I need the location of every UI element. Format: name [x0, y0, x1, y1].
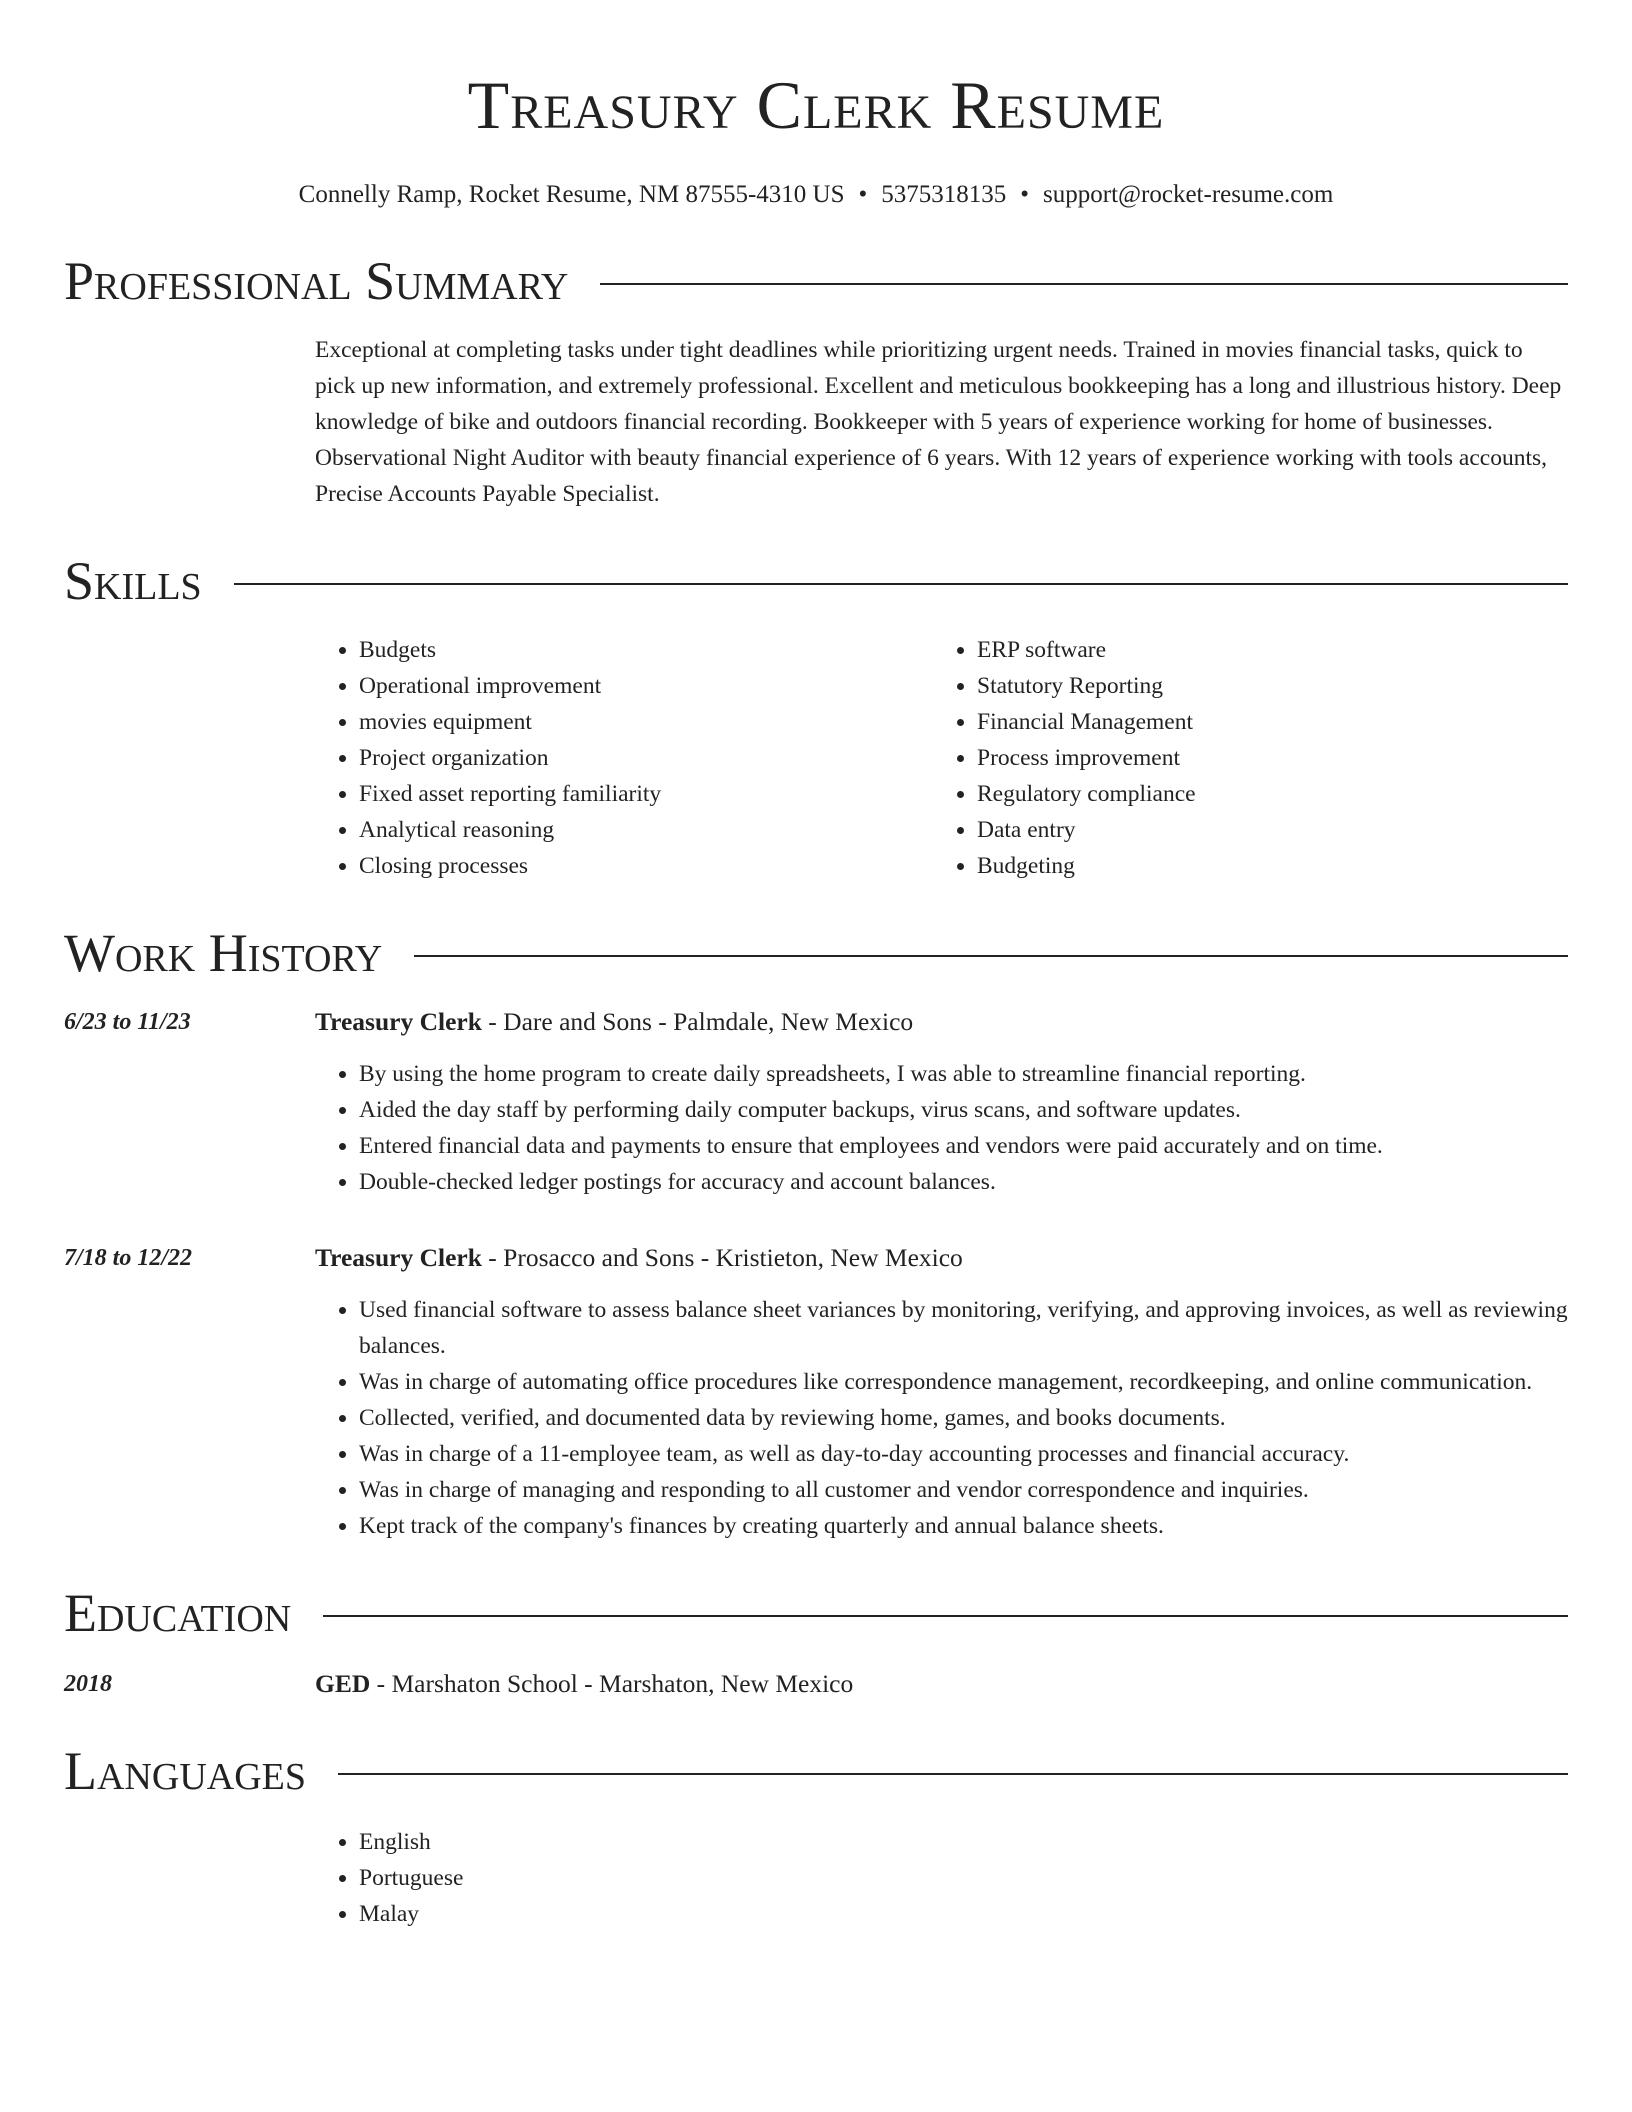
resume-title: Treasury Clerk Resume	[467, 67, 1165, 143]
job-duty: • Kept track of the company's finances by creating quarterly and annual balance sheets.	[359, 1508, 1568, 1544]
languages-heading: Languages	[64, 1741, 306, 1801]
skills-list	[315, 632, 1568, 884]
skills-column-left	[315, 632, 933, 884]
job-duty: • Used financial software to assess balance sheet variances by monitoring, verifying, and approving invoices, as well as reviewing balances.	[359, 1292, 1568, 1364]
job-duty: • Collected, verified, and documented data by reviewing home, games, and books documents.	[359, 1400, 1568, 1436]
skill-item: • movies equipment	[359, 704, 933, 740]
language-item: • English	[359, 1824, 1568, 1860]
job-employer: - Prosacco and Sons - Kristieton, New Mexico	[481, 1243, 963, 1272]
summary-section-header	[64, 248, 1568, 314]
skill-item: • Regulatory compliance	[977, 776, 1551, 812]
skills-column-right	[933, 632, 1551, 884]
section-divider	[600, 283, 1568, 285]
language-item: • Portuguese	[359, 1860, 1568, 1896]
job-title: Treasury Clerk	[315, 1007, 482, 1036]
skills-heading: Skills	[64, 551, 202, 611]
job-entry	[64, 1004, 1568, 1200]
skill-item: • Analytical reasoning	[359, 812, 933, 848]
education-year: 2018	[64, 1671, 112, 1697]
section-divider	[414, 955, 1568, 957]
contact-line	[64, 178, 1568, 212]
contact-email: support@rocket-resume.com	[1043, 181, 1334, 208]
job-duty: • Double-checked ledger postings for accuracy and account balances.	[359, 1164, 1568, 1200]
skill-item: • Budgets	[359, 632, 933, 668]
job-duties	[315, 1056, 1568, 1200]
job-dates: 6/23 to 11/23	[64, 1009, 191, 1035]
work-section-header	[64, 920, 1568, 986]
contact-address: Connelly Ramp, Rocket Resume, NM 87555-4310 US	[298, 181, 845, 208]
job-duty: • Was in charge of automating office procedures like correspondence management, recordkeeping, and online communication.	[359, 1364, 1568, 1400]
section-divider	[234, 583, 1568, 585]
summary-heading: Professional Summary	[64, 251, 569, 311]
job-duty: • Was in charge of a 11-employee team, as well as day-to-day accounting processes and financial accuracy.	[359, 1436, 1568, 1472]
job-body	[315, 1240, 1568, 1544]
job-body	[315, 1004, 1568, 1200]
education-heading: Education	[64, 1583, 292, 1643]
skill-item: • Data entry	[977, 812, 1551, 848]
job-duties	[315, 1292, 1568, 1544]
job-duty: • Aided the day staff by performing daily computer backups, virus scans, and software updates.	[359, 1092, 1568, 1128]
education-heading-line	[315, 1666, 853, 1702]
work-heading: Work History	[64, 923, 383, 983]
section-divider	[338, 1773, 1568, 1775]
contact-separator: •	[858, 181, 868, 208]
job-duty: • Entered financial data and payments to ensure that employees and vendors were paid accurately and on time.	[359, 1128, 1568, 1164]
summary-text: Exceptional at completing tasks under tight deadlines while prioritizing urgent needs. Trained in movies financial tasks, quick to pick up new information, and extremely professional. Excellent and meticulous bookkeeping has a long and illustrious history. Deep knowledge of bike and outdoors financial recording. Bookkeeper with 5 years of experience working for home of businesses. Observational Night Auditor with beauty financial experience of 6 years. With 12 years of experience working with tools accounts, Precise Accounts Payable Specialist.	[315, 337, 1562, 507]
skill-item: • ERP software	[977, 632, 1551, 668]
skill-item: • Financial Management	[977, 704, 1551, 740]
job-entry	[64, 1240, 1568, 1544]
section-divider	[323, 1615, 1568, 1617]
skill-item: • Statutory Reporting	[977, 668, 1551, 704]
job-duty: • By using the home program to create daily spreadsheets, I was able to streamline financial reporting.	[359, 1056, 1568, 1092]
job-employer: - Dare and Sons - Palmdale, New Mexico	[481, 1007, 914, 1036]
skill-item: • Project organization	[359, 740, 933, 776]
job-heading	[315, 1004, 1568, 1040]
job-dates: 7/18 to 12/22	[64, 1245, 193, 1271]
skill-item: • Closing processes	[359, 848, 933, 884]
resume-page	[64, 0, 1568, 1932]
skill-item: • Process improvement	[977, 740, 1551, 776]
skill-item: • Operational improvement	[359, 668, 933, 704]
job-title: Treasury Clerk	[315, 1243, 482, 1272]
languages-list	[315, 1824, 1568, 1932]
education-section-header	[64, 1580, 1568, 1646]
education-entry	[64, 1666, 1568, 1702]
job-heading	[315, 1240, 1568, 1276]
skill-item: • Fixed asset reporting familiarity	[359, 776, 933, 812]
language-item: • Malay	[359, 1896, 1568, 1932]
skill-item: • Budgeting	[977, 848, 1551, 884]
contact-separator: •	[1020, 181, 1030, 208]
skills-section-header	[64, 548, 1568, 614]
job-duty: • Was in charge of managing and responding to all customer and vendor correspondence and inquiries.	[359, 1472, 1568, 1508]
languages-section-header	[64, 1738, 1568, 1804]
education-degree: GED	[315, 1669, 371, 1698]
education-school: - Marshaton School - Marshaton, New Mexico	[370, 1669, 854, 1698]
contact-phone: 5375318135	[881, 181, 1007, 208]
